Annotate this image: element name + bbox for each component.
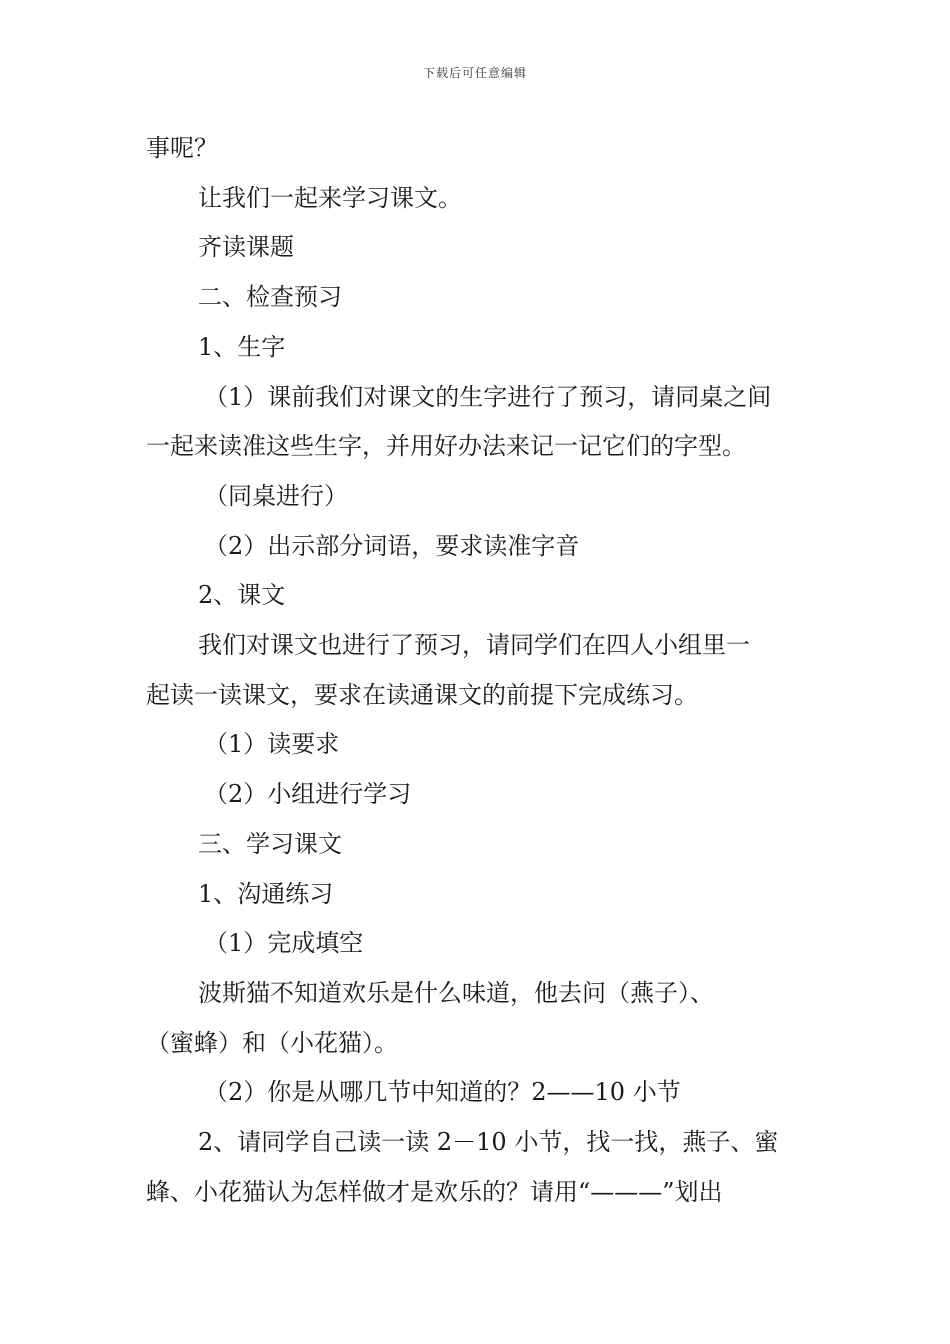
subsection-heading: 1、生字 [198, 332, 286, 361]
paragraph: （1）读要求 [204, 730, 340, 759]
paragraph: （1）课前我们对课文的生字进行了预习，请同桌之间 [204, 382, 772, 411]
document-body [146, 124, 808, 1217]
paragraph: （2）小组进行学习 [204, 780, 412, 809]
paragraph: 起读一读课文，要求在读通课文的前提下完成练习。 [146, 680, 698, 709]
paragraph: （蜜蜂）和（小花猫）。 [146, 1028, 398, 1057]
subsection-heading: 1、沟通练习 [198, 879, 334, 908]
paragraph: 事呢？ [146, 134, 218, 162]
section-heading: 三、学习课文 [198, 829, 342, 858]
paragraph: （2）出示部分词语，要求读准字音 [204, 531, 580, 560]
paragraph: 让我们一起来学习课文。 [198, 183, 462, 212]
paragraph: （同桌进行） [204, 481, 348, 510]
paragraph: 波斯猫不知道欢乐是什么味道，他去问（燕子）、 [198, 978, 714, 1007]
paragraph: 蜂、小花猫认为怎样做才是欢乐的？请用“———”划出 [146, 1177, 723, 1206]
section-heading: 二、检查预习 [198, 283, 342, 312]
paragraph: 2、请同学自己读一读 2－10 小节，找一找，燕子、蜜 [198, 1128, 779, 1157]
paragraph: 一起来读准这些生字，并用好办法来记一记它们的字型。 [146, 432, 746, 461]
paragraph: 我们对课文也进行了预习，请同学们在四人小组里一 [198, 631, 750, 660]
paragraph: （1）完成填空 [204, 929, 364, 958]
paragraph: 齐读课题 [198, 233, 294, 262]
subsection-heading: 2、课文 [198, 581, 286, 610]
paragraph: （2）你是从哪几节中知道的？2——10 小节 [204, 1078, 681, 1107]
page-header: 下载后可任意编辑 [422, 66, 527, 80]
